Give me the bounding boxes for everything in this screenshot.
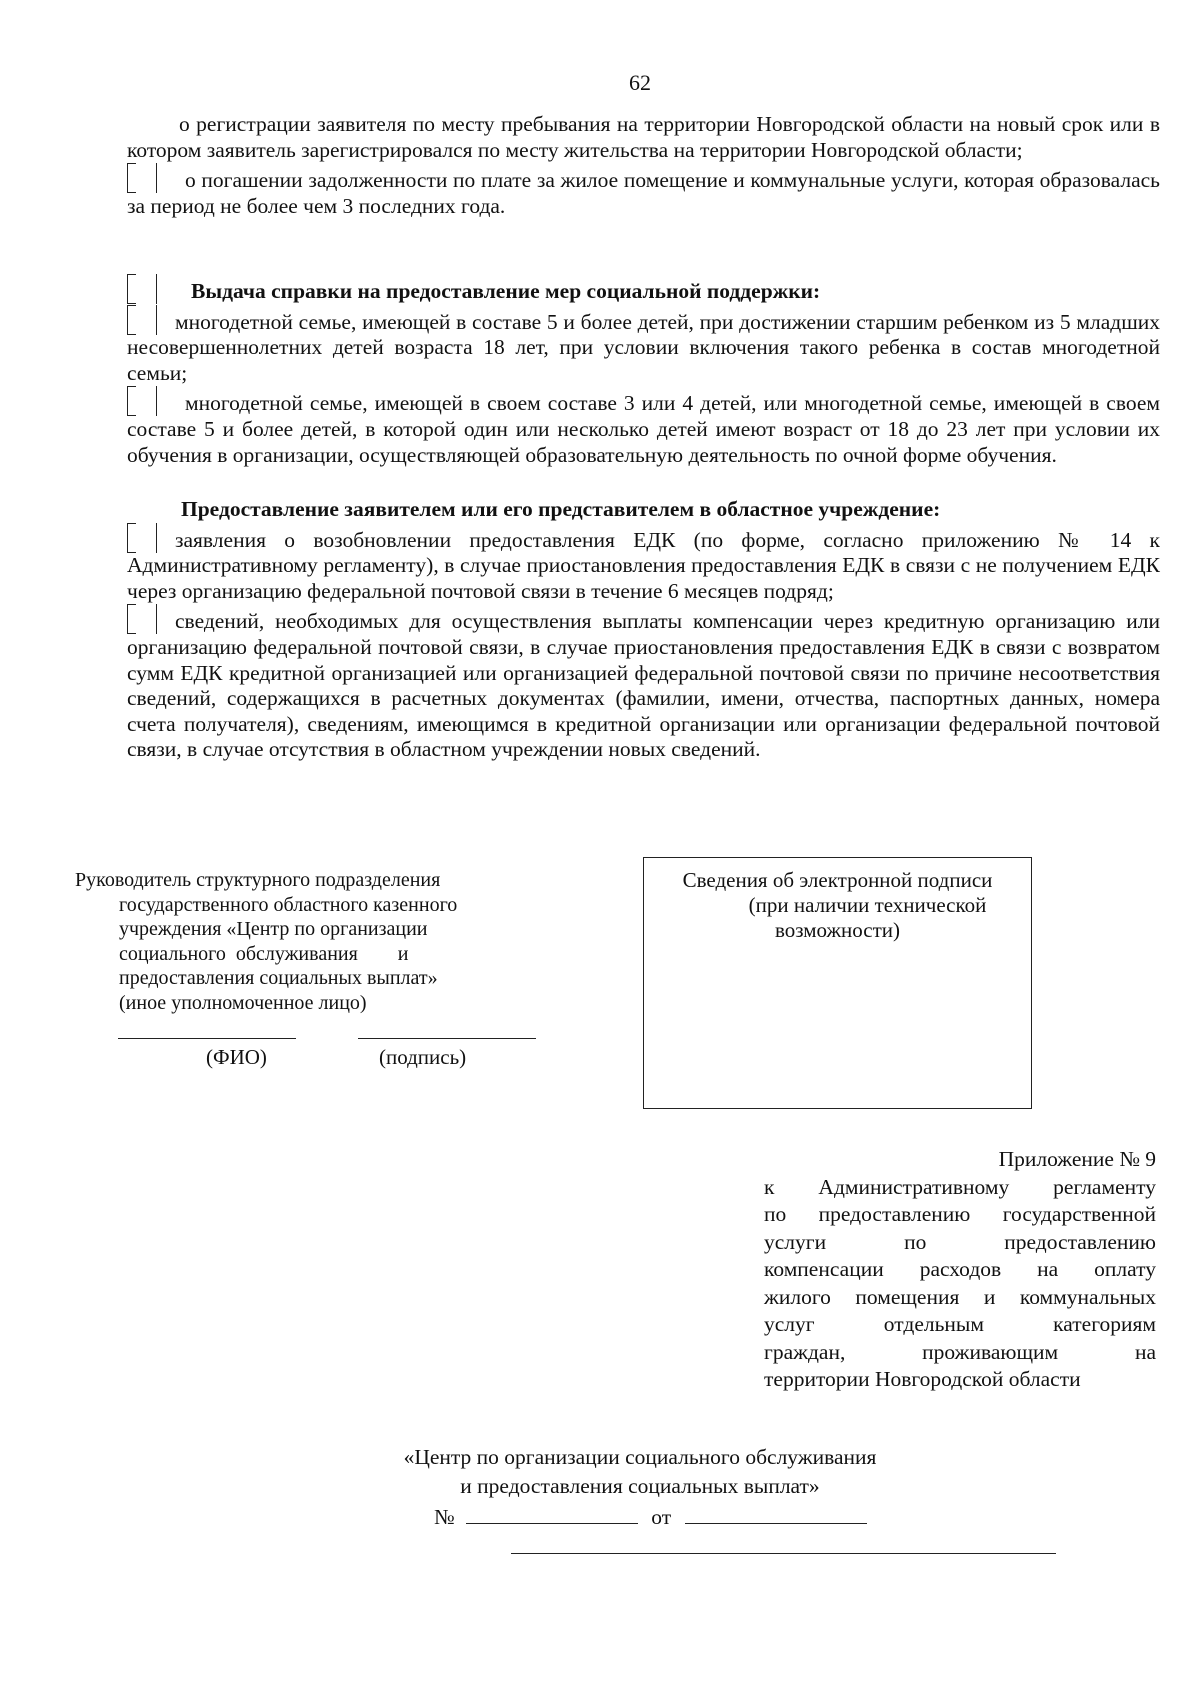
appendix-line: к Административному регламенту: [764, 1174, 1156, 1199]
section1-heading-row: [127, 274, 1160, 305]
signature-line: учреждения «Центр по организации: [119, 918, 428, 941]
appendix-line: компенсации расходов на оплату: [764, 1257, 1156, 1281]
from-label: от: [651, 1505, 672, 1529]
checkbox[interactable]: [127, 163, 157, 193]
section1-item-2: [127, 386, 1160, 468]
date-field[interactable]: [685, 1505, 867, 1524]
section2-item-2: [127, 604, 1160, 763]
fio-line[interactable]: [118, 1038, 296, 1039]
appendix-line: граждан, проживающим на: [764, 1339, 1156, 1364]
section2-item-2-text: сведений, необходимых для осуществления выплаты компенсации через кредитную организацию или организацию федеральной почтовой связи, в случае приостановления предоставления ЕДК в связи с возвратом сумм ЕДК кредитной организацией или организацией федеральной почтовой связи по причине несоответствия сведений, содержащихся в расчетных документах (фамилии, имени, отчества, паспортных данных, номера счета получателя), сведениям, имеющимся в кредитной организации или организации федеральной почтовой связи, в случае отсутствия в областном учреждении новых сведений.: [127, 609, 1160, 762]
appendix-line: услуг отдельным категориям: [764, 1312, 1156, 1336]
section2-item-1: [127, 523, 1160, 605]
checkbox[interactable]: [127, 274, 157, 304]
appendix-block: [764, 1146, 1156, 1394]
number-date-row: [434, 1505, 867, 1530]
signature-line: Руководитель структурного подразделения: [75, 869, 441, 891]
organization-title-line-1: «Центр по организации социального обслуживания: [403, 1445, 877, 1469]
section2-item-1-text: заявления о возобновлении предоставления ЕДК (по форме, согласно приложению № 14 к Административному регламенту), в случае приостановления предоставления ЕДК в связи с не получением ЕДК через организацию федеральной почтовой связи в течение 6 месяцев подряд;: [127, 527, 1160, 603]
esign-line-1: Сведения об электронной подписи: [682, 868, 993, 892]
organization-title-line-2: и предоставления социальных выплат»: [460, 1474, 820, 1498]
section1-item-1-text: многодетной семье, имеющей в составе 5 и более детей, при достижении старшим ребенком из 5 младших несовершеннолетних детей возраста 18 лет, при условии включения такого ребенка в состав многодетной семьи;: [127, 309, 1160, 385]
esign-line-3: возможности): [774, 918, 901, 942]
checkbox[interactable]: [127, 604, 157, 634]
number-sign: №: [434, 1505, 455, 1529]
section1-heading: Выдача справки на предоставление мер социальной поддержки:: [191, 279, 821, 303]
appendix-line: территории Новгородской области: [764, 1367, 1081, 1391]
section1-item-1: [127, 305, 1160, 387]
appendix-line: услуги по предоставлению: [764, 1229, 1156, 1254]
section1-item-2-text: многодетной семье, имеющей в своем составе 3 или 4 детей, или многодетной семье, имеющей в своем составе 5 и более детей, в которой один или несколько детей имеют возраст от 18 до 23 лет при условии их обучения в организации, осуществляющей образовательную деятельность по очной форме обучения.: [127, 391, 1160, 467]
appendix-line: жилого помещения и коммунальных: [764, 1284, 1156, 1309]
signature-line: государственного областного казенного: [119, 893, 458, 916]
signature-line: социального обслуживания и: [119, 942, 409, 965]
signature-line: предоставления социальных выплат»: [119, 967, 438, 990]
fio-label: (ФИО): [206, 1045, 267, 1069]
signature-field-line[interactable]: [358, 1038, 536, 1039]
esign-line-2: (при наличии технической: [748, 893, 987, 917]
bottom-blank-line[interactable]: [511, 1553, 1056, 1554]
electronic-signature-box: [643, 857, 1032, 1109]
intro-paragraph-1: о регистрации заявителя по месту пребывания на территории Новгородской области на новый срок или в котором заявитель зарегистрировался по месту жительства на территории Новгородской области;: [127, 112, 1160, 162]
appendix-title: Приложение № 9: [998, 1147, 1156, 1171]
page-number: 62: [629, 70, 651, 95]
organization-title: [370, 1443, 910, 1501]
checkbox[interactable]: [127, 523, 157, 553]
number-field[interactable]: [466, 1505, 638, 1524]
checkbox[interactable]: [127, 386, 157, 416]
section-certificate: [127, 274, 1160, 468]
appendix-line: по предоставлению государственной: [764, 1202, 1156, 1226]
checkbox[interactable]: [127, 305, 157, 335]
section-submission: [127, 497, 1160, 763]
section2-heading: Предоставление заявителем или его представителем в областное учреждение:: [181, 497, 941, 521]
signature-label: (подпись): [379, 1045, 467, 1069]
intro-section: [127, 112, 1160, 219]
signature-line: (иное уполномоченное лицо): [119, 991, 367, 1014]
signature-block: [75, 868, 525, 1016]
intro-paragraph-2-text: о погашении задолженности по плате за жилое помещение и коммунальные услуги, которая образовалась за период не более чем 3 последних года.: [127, 168, 1160, 218]
intro-paragraph-2: [127, 163, 1160, 219]
